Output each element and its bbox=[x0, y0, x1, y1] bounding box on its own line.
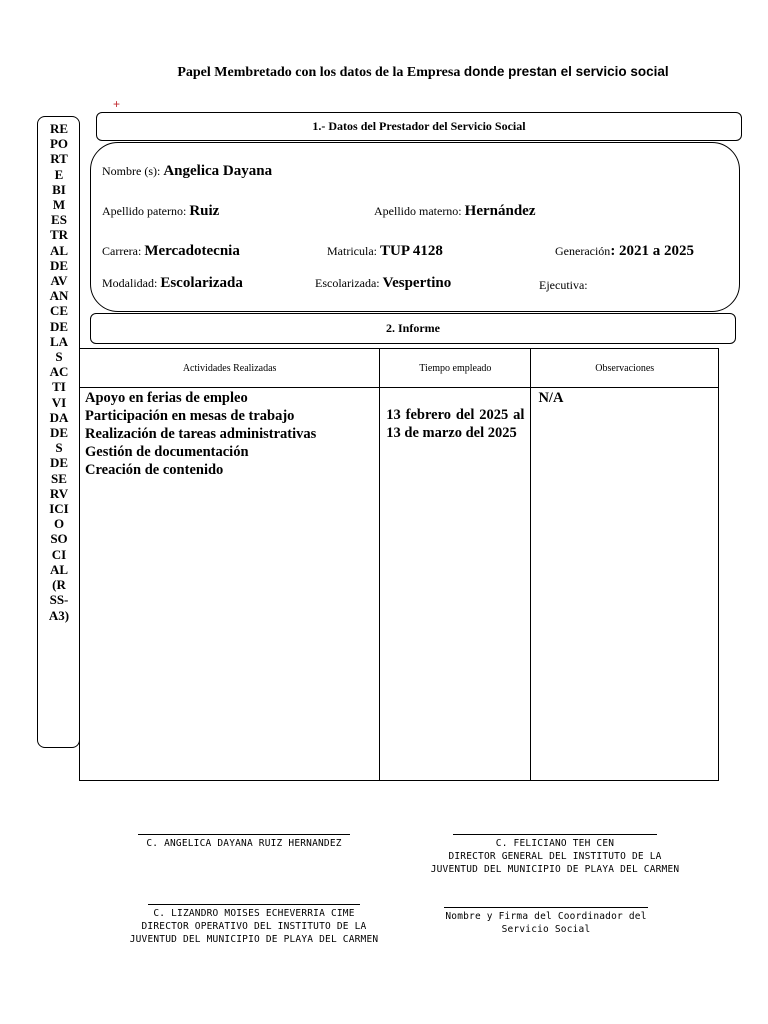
signature-name: C. ANGELICA DAYANA RUIZ HERNANDEZ bbox=[146, 838, 342, 849]
vertical-label-line: S bbox=[55, 440, 63, 456]
activity-item: Creación de contenido bbox=[85, 462, 224, 478]
signature-line bbox=[453, 834, 657, 835]
nombre-label: Nombre (s): bbox=[102, 164, 164, 178]
activities-list bbox=[85, 389, 374, 479]
signature-director-general bbox=[410, 834, 700, 876]
vertical-label-line: O bbox=[53, 516, 65, 532]
vertical-label-line: CE bbox=[49, 303, 69, 319]
section-2-title: 2. Informe bbox=[386, 321, 440, 335]
title-part-2: donde prestan el servicio social bbox=[463, 64, 669, 79]
vertical-label-line: RV bbox=[49, 485, 69, 501]
section-2-header bbox=[90, 313, 736, 344]
nombre-row bbox=[102, 162, 272, 180]
vertical-label-line: LA bbox=[49, 333, 69, 349]
vertical-label-line: DE bbox=[49, 257, 69, 273]
vertical-label-line: AL bbox=[49, 242, 69, 258]
vertical-label-line: AL bbox=[49, 561, 69, 577]
vertical-label-line: SO bbox=[50, 531, 68, 547]
vertical-label-line: AV bbox=[50, 273, 68, 289]
vertical-label-line: E bbox=[54, 166, 64, 182]
title-part-1: Papel Membretado con los datos de la Empresa bbox=[177, 65, 464, 80]
observations-cell: N/A bbox=[531, 388, 719, 781]
plus-mark: + bbox=[113, 97, 121, 111]
signature-director-operativo bbox=[112, 904, 396, 946]
signature-title: DIRECTOR OPERATIVO DEL INSTITUTO DE LA bbox=[141, 921, 367, 932]
vertical-label-line: CI bbox=[51, 546, 67, 562]
matricula-value: TUP 4128 bbox=[379, 243, 443, 259]
time-cell: 13 febrero del 2025 al 13 de marzo del 2025 bbox=[380, 388, 531, 781]
apellido-materno-label: Apellido materno: bbox=[374, 204, 465, 218]
signature-title: JUVENTUD DEL MUNICIPIO DE PLAYA DEL CARMEN bbox=[430, 864, 680, 875]
modalidad-value: Escolarizada bbox=[160, 275, 243, 291]
vertical-label-line: RT bbox=[50, 151, 68, 167]
matricula-row bbox=[327, 242, 443, 260]
signature-student bbox=[120, 834, 368, 850]
signature-title: JUVENTUD DEL MUNICIPIO DE PLAYA DEL CARMEN bbox=[129, 934, 379, 945]
table-row bbox=[80, 388, 719, 781]
vertical-label bbox=[38, 121, 80, 623]
apellido-paterno-value: Ruiz bbox=[189, 203, 220, 219]
signature-title: Servicio Social bbox=[501, 924, 591, 935]
ejecutiva-label: Ejecutiva: bbox=[539, 278, 588, 292]
vertical-label-line: ICI bbox=[49, 501, 69, 517]
signature-line bbox=[138, 834, 350, 835]
section-1-header bbox=[96, 112, 742, 141]
modalidad-label: Modalidad: bbox=[102, 276, 161, 290]
vertical-label-line: DA bbox=[49, 409, 69, 425]
generacion-value: : 2021 a 2025 bbox=[610, 243, 695, 259]
vertical-label-line: DE bbox=[49, 455, 69, 471]
table-header-row bbox=[80, 349, 719, 388]
vertical-label-line: TI bbox=[52, 379, 66, 395]
vertical-label-line: DE bbox=[49, 318, 69, 334]
vertical-label-line: SE bbox=[51, 470, 67, 486]
activities-cell bbox=[80, 388, 380, 781]
vertical-label-line: AC bbox=[49, 364, 69, 380]
column-header-activities: Actividades Realizadas bbox=[80, 349, 380, 388]
vertical-label-line: M bbox=[52, 197, 66, 213]
signature-coordinator bbox=[430, 907, 662, 936]
signature-title: DIRECTOR GENERAL DEL INSTITUTO DE LA bbox=[448, 851, 662, 862]
vertical-label-line: ES bbox=[51, 212, 67, 228]
escolarizada-label: Escolarizada: bbox=[315, 276, 383, 290]
activity-item: Participación en mesas de trabajo bbox=[85, 408, 295, 424]
vertical-label-line: RE bbox=[49, 121, 69, 136]
vertical-label-line: BI bbox=[52, 181, 66, 197]
column-header-time: Tiempo empleado bbox=[380, 349, 531, 388]
apellido-paterno-label: Apellido paterno: bbox=[102, 204, 190, 218]
carrera-row bbox=[102, 242, 240, 260]
activity-item: Realización de tareas administrativas bbox=[85, 426, 317, 442]
activity-item: Gestión de documentación bbox=[85, 444, 249, 460]
vertical-label-line: SS- bbox=[49, 592, 69, 608]
carrera-value: Mercadotecnia bbox=[144, 243, 240, 259]
signature-name: C. FELICIANO TEH CEN bbox=[495, 838, 615, 849]
nombre-value: Angelica Dayana bbox=[163, 163, 273, 179]
vertical-label-line: A3) bbox=[48, 607, 70, 623]
ejecutiva-row bbox=[539, 276, 588, 294]
vertical-label-line: PO bbox=[49, 136, 69, 152]
escolarizada-row bbox=[315, 274, 451, 292]
vertical-label-line: AN bbox=[49, 288, 69, 304]
apellido-paterno-row bbox=[102, 202, 219, 220]
report-table bbox=[79, 348, 719, 781]
generacion-label: Generación bbox=[555, 244, 611, 258]
page-title bbox=[0, 64, 768, 81]
matricula-label: Matricula: bbox=[327, 244, 380, 258]
vertical-label-line: S bbox=[55, 349, 63, 365]
carrera-label: Carrera: bbox=[102, 244, 145, 258]
signature-line bbox=[444, 907, 648, 908]
activity-item: Apoyo en ferias de empleo bbox=[85, 390, 248, 406]
signature-title: Nombre y Firma del Coordinador del bbox=[445, 911, 647, 922]
escolarizada-value: Vespertino bbox=[382, 275, 452, 291]
signature-name: C. LIZANDRO MOISES ECHEVERRIA CIME bbox=[153, 908, 355, 919]
vertical-label-line: DE bbox=[49, 425, 69, 441]
generacion-row bbox=[555, 242, 694, 260]
modalidad-row bbox=[102, 274, 243, 292]
apellido-materno-value: Hernández bbox=[464, 203, 536, 219]
signature-line bbox=[148, 904, 360, 905]
apellido-materno-row bbox=[374, 202, 535, 220]
section-1-title: 1.- Datos del Prestador del Servicio Social bbox=[312, 119, 526, 133]
vertical-label-line: TR bbox=[49, 227, 69, 243]
vertical-label-line: (R bbox=[52, 577, 66, 593]
column-header-observations: Observaciones bbox=[531, 349, 719, 388]
vertical-label-line: VI bbox=[51, 394, 67, 410]
